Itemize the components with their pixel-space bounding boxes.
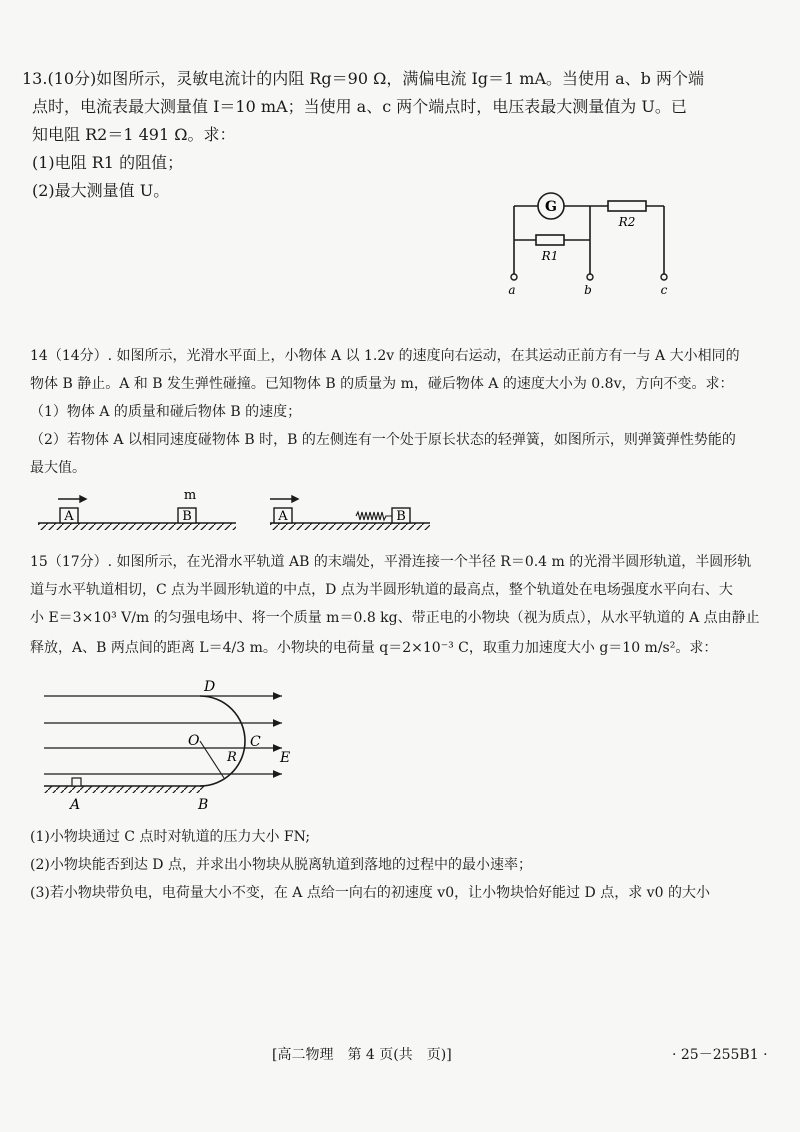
small-block-icon	[72, 778, 81, 786]
r2-label: R2	[618, 215, 636, 229]
q14-line-2: 物体 B 静止。A 和 B 发生弹性碰撞。已知物体 B 的质量为 m，碰后物体 A 的速度大小为 0.8v，方向不变。求：	[30, 376, 734, 392]
velocity-arrow-icon	[58, 496, 86, 502]
velocity-arrow-icon	[270, 496, 298, 502]
terminal-b-label: b	[584, 283, 592, 297]
electric-field-lines	[44, 696, 282, 774]
q13-line-5: (2)最大测量值 U。	[32, 181, 170, 200]
radius-line	[200, 741, 224, 778]
q14-collision-figure	[30, 485, 430, 540]
terminal-a-label: a	[508, 283, 516, 297]
block-b-right-label: B	[396, 509, 406, 524]
terminal-c-label: c	[660, 283, 668, 297]
q15-line-2: 道与水平轨道相切，C 点为半圆形轨道的中点，D 点为半圆形轨道的最高点，整个轨道处在电场强度水平向右、大	[30, 582, 733, 598]
q14-line-5: 最大值。	[30, 460, 86, 476]
spring-icon	[356, 512, 392, 520]
resistor-r1-icon	[536, 235, 564, 245]
page-footer: [高二物理 第 4 页(共 页)]	[272, 1047, 452, 1063]
question-13	[22, 66, 782, 201]
terminal-b-icon	[587, 274, 593, 280]
point-a-label: A	[70, 797, 81, 813]
meter-label: G	[545, 199, 557, 215]
point-c-label: C	[250, 734, 261, 750]
q13-line-1: 13.(10分)如图所示，灵敏电流计的内阻 Rg＝90 Ω，满偏电流 Ig＝1 mA。当使用 a、b 两个端	[22, 69, 704, 88]
field-e-label: E	[280, 750, 291, 766]
q15-line-3: 小 E＝3×10³ V/m 的匀强电场中、将一个质量 m＝0.8 kg、带正电的小物块（视为质点），从水平轨道的 A 点由静止	[30, 610, 760, 626]
q15-sub-1: (1)小物块通过 C 点时对轨道的压力大小 FN;	[30, 829, 311, 845]
point-o-label: O	[188, 733, 200, 749]
q13-line-3: 知电阻 R2＝1 491 Ω。求：	[32, 125, 236, 144]
point-d-label: D	[204, 679, 216, 695]
q14-line-3: （1）物体 A 的质量和碰后物体 B 的速度；	[30, 404, 302, 420]
question-14	[30, 345, 790, 485]
q15-subquestions	[30, 826, 790, 906]
q13-line-4: (1)电阻 R1 的阻值；	[32, 153, 184, 172]
resistor-r2-icon	[608, 201, 646, 211]
q14-line-1: 14（14分）. 如图所示，光滑水平面上，小物体 A 以 1.2v 的速度向右运动，在其运动正前方有一与 A 大小相同的	[30, 348, 740, 364]
semicircle-track	[200, 696, 245, 786]
r1-label: R1	[541, 249, 559, 263]
block-b-left-label: B	[182, 509, 192, 524]
page-code: · 25－255B1 ·	[672, 1047, 768, 1063]
mass-label: m	[183, 488, 197, 503]
q15-track-figure	[40, 678, 310, 813]
block-a-right-label: A	[278, 509, 288, 524]
radius-label: R	[227, 750, 237, 765]
q13-circuit-figure	[500, 190, 680, 300]
q15-line-1: 15（17分）. 如图所示，在光滑水平轨道 AB 的末端处，平滑连接一个半径 R＝0.4 m 的光滑半圆形轨道，半圆形轨	[30, 554, 752, 570]
terminal-a-icon	[511, 274, 517, 280]
q15-sub-2: (2)小物块能否到达 D 点，并求出小物块从脱离轨道到落地的过程中的最小速率；	[30, 857, 532, 873]
q13-line-2: 点时，电流表最大测量值 I＝10 mA；当使用 a、c 两个端点时，电压表最大测量值为 U。已	[32, 97, 687, 116]
terminal-c-icon	[661, 274, 667, 280]
question-15	[30, 551, 790, 671]
q15-sub-3: (3)若小物块带负电，电荷量大小不变，在 A 点给一向右的初速度 v0，让小物块恰好能过 D 点，求 v0 的大小	[30, 885, 710, 901]
q15-line-4: 释放，A、B 两点间的距离 L＝4/3 m。小物块的电荷量 q＝2×10⁻³ C，取重力加速度大小 g＝10 m/s²。求：	[30, 640, 718, 656]
q14-line-4: （2）若物体 A 以相同速度碰物体 B 时，B 的左侧连有一个处于原长状态的轻弹簧，如图所示，则弹簧弹性势能的	[30, 432, 736, 448]
point-b-label: B	[198, 797, 209, 813]
block-a-left-label: A	[64, 509, 74, 524]
